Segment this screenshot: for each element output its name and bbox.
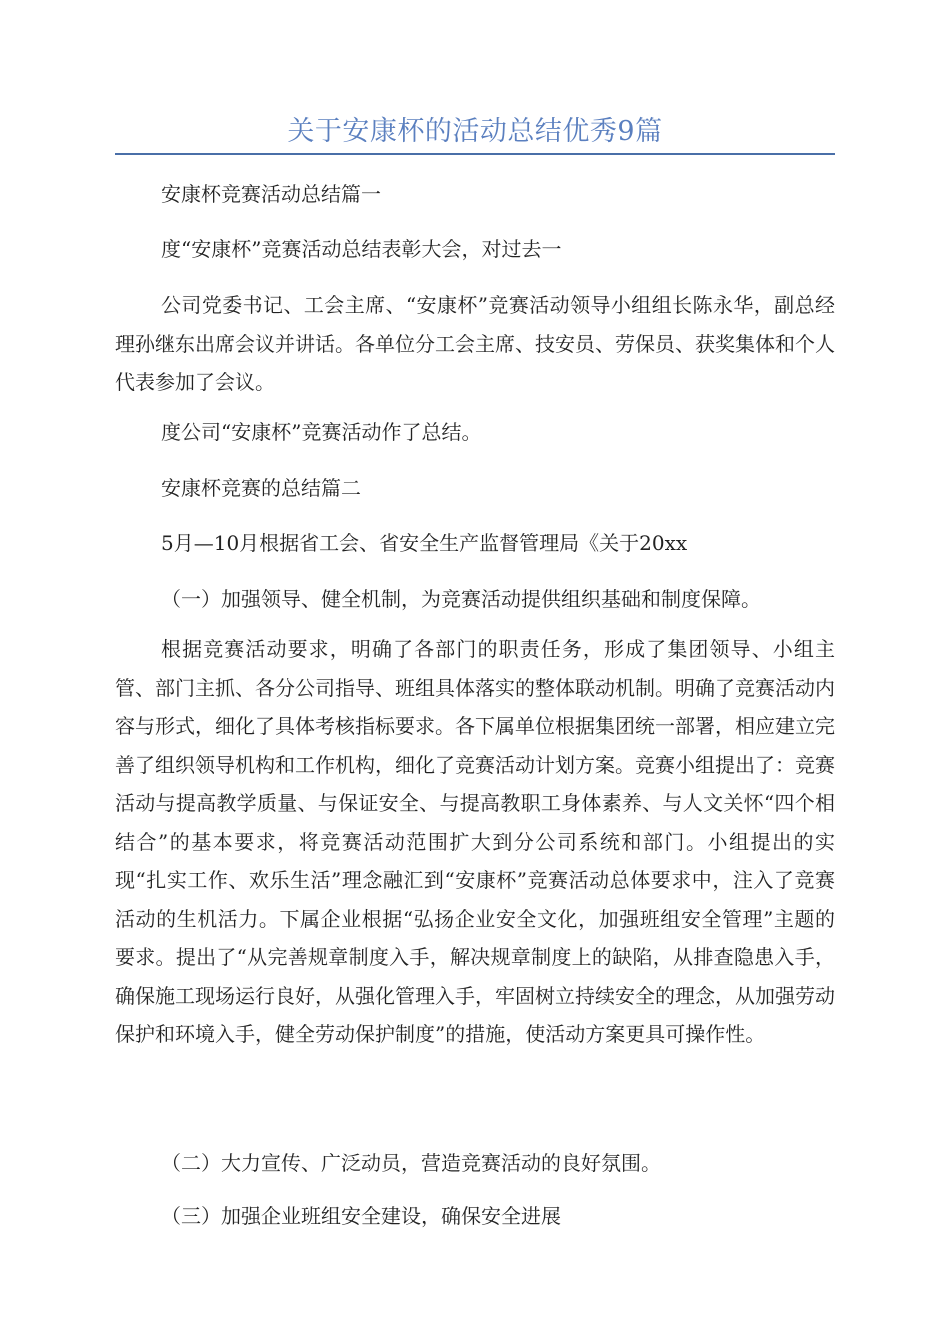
paragraph: 度公司“安康杯”竞赛活动作了总结。 <box>161 420 482 444</box>
section-heading-2: 安康杯竞赛的总结篇二 <box>161 476 361 500</box>
document-title: 关于安康杯的活动总结优秀9篇 <box>287 116 663 147</box>
paragraph: 公司党委书记、工会主席、“安康杯”竞赛活动领导小组组长陈永华，副总经理孙继东出席会议并讲话。各单位分工会主席、技安员、劳保员、获奖集体和个人代表参加了会议。 <box>115 293 835 394</box>
subsection-heading-3: （三）加强企业班组安全建设，确保安全进展 <box>161 1204 561 1228</box>
subsection-heading-1: （一）加强领导、健全机制，为竞赛活动提供组织基础和制度保障。 <box>161 587 761 611</box>
paragraph: 5月—10月根据省工会、省安全生产监督管理局《关于20xx <box>161 531 688 555</box>
paragraph: 根据竞赛活动要求，明确了各部门的职责任务，形成了集团领导、小组主管、部门主抓、各分公司指导、班组具体落实的整体联动机制。明确了竞赛活动内容与形式，细化了具体考核指标要求。各下属单位根据集团统一部署，相应建立完善了组织领导机构和工作机构，细化了竞赛活动计划方案。竞赛小组提出了：竞赛活动与提高教学质量、与保证安全、与提高教职工身体素养、与人文关怀“四个相结合”的基本要求，将竞赛活动范围扩大到分公司系统和部门。小组提出的实现“扎实工作、欢乐生活”理念融汇到“安康杯”竞赛活动总体要求中，注入了竞赛活动的生机活力。下属企业根据“弘扬企业安全文化，加强班组安全管理”主题的要求。提出了“从完善规章制度入手，解决规章制度上的缺陷，从排查隐患入手，确保施工现场运行良好，从强化管理入手，牢固树立持续安全的理念，从加强劳动保护和环境入手，健全劳动保护制度”的措施，使活动方案更具可操作性。 <box>115 637 835 1046</box>
paragraph: 度“安康杯”竞赛活动总结表彰大会，对过去一 <box>161 237 562 261</box>
title-underline <box>115 153 835 155</box>
section-heading-1: 安康杯竞赛活动总结篇一 <box>161 182 381 206</box>
subsection-heading-2: （二）大力宣传、广泛动员，营造竞赛活动的良好氛围。 <box>161 1151 661 1175</box>
